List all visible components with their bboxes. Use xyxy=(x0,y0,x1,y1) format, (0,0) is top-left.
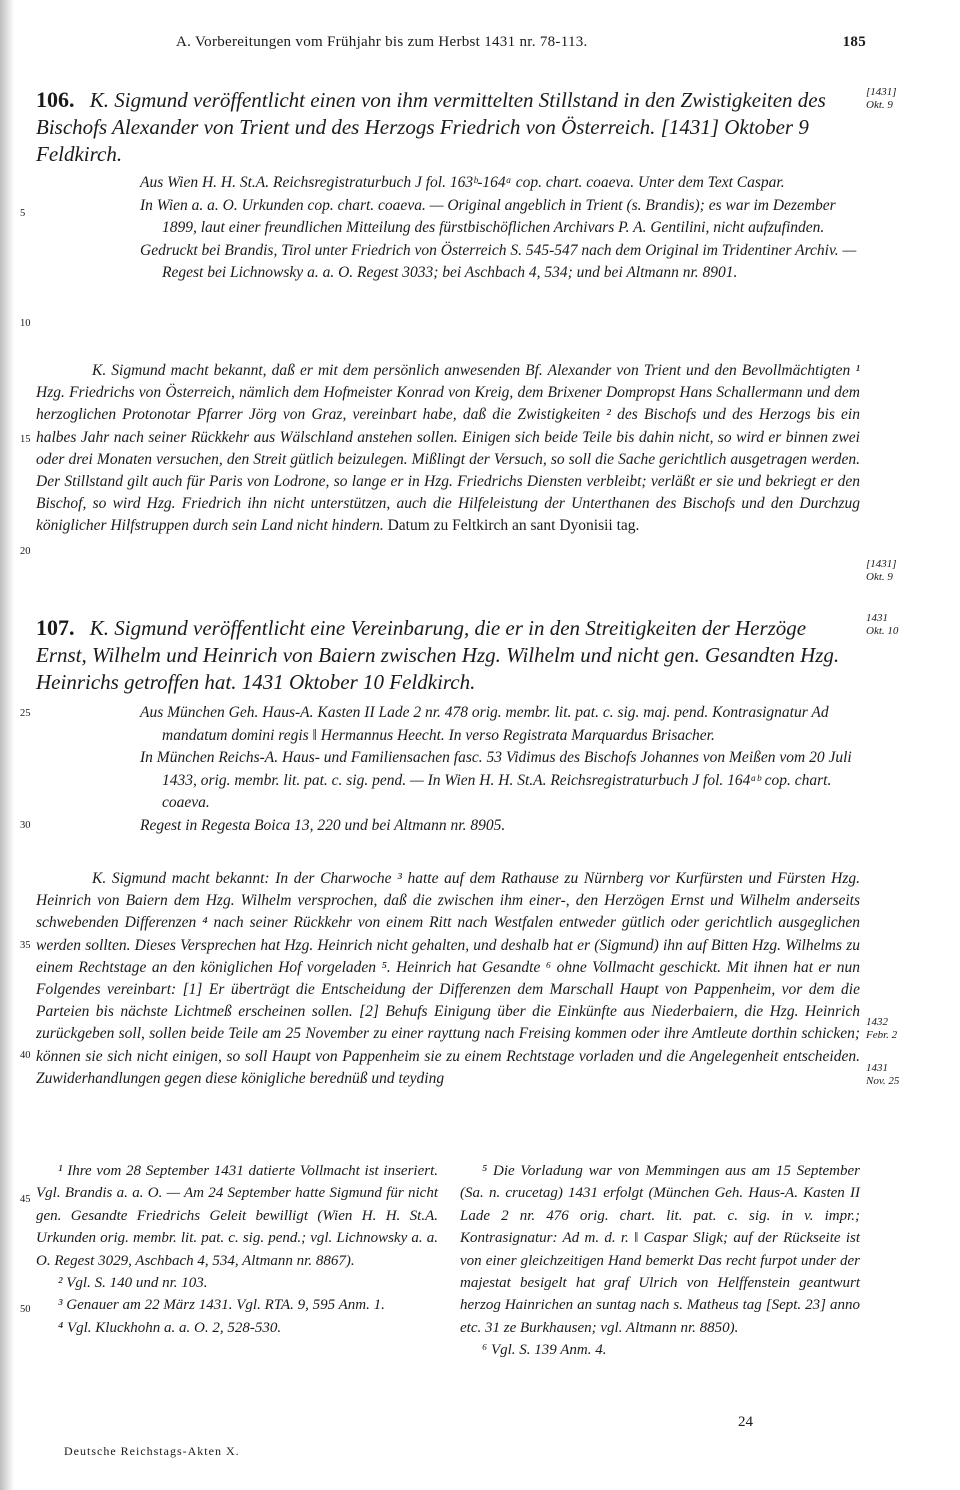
footnotes-left xyxy=(36,1160,438,1339)
footnotes-right xyxy=(460,1160,860,1362)
line-number: 40 xyxy=(20,1050,31,1061)
entry-107-title: K. Sigmund veröffentlicht eine Vereinbarung, die er in den Streitigkeiten der Herzöge Ernst, Wilhelm und Heinrich von Baiern zwischen Hzg. Wilhelm und nicht gen. Gesandten Hzg. Heinrichs getroffen hat. xyxy=(36,616,840,694)
source-line: Regest in Regesta Boica 13, 220 und bei Altmann nr. 8905. xyxy=(140,816,506,834)
entry-107-margin-note: 1431 Nov. 25 xyxy=(866,1062,900,1087)
entry-106-regest: K. Sigmund macht bekannt, daß er mit dem persönlich anwesenden Bf. Alexander von Trient und den Bevollmächtigten ¹ Hzg. Friedrichs von Österreich, nämlich dem Hofmeister Konrad von Kreig, dem Brixener Dompropst Hans Schallermann und dem herzoglichen Protonotar Pfarrer Jörg von Graz, vereinbart habe, daß die Zwistigkeiten ² des Bischofs und des Herzogs bis ein halbes Jahr nach seiner Rückkehr aus Wälschland anstehen sollen. Einigen sich beide Teile bis dahin nicht, so wird er binnen zwei oder drei Monaten versuchen, den Streit gütlich beizulegen. Mißlingt der Versuch, so soll die Sache gerichtlich ausgetragen werden. Der Stillstand gilt auch für Paris von Lodrone, so lange er in Hzg. Friedrichs Diensten verbleibt; verläßt er sie und bekriegt er den Bischof, so wird Hzg. Friedrich ihn nicht unterstützen, auch die Hilfeleistung der Unterthanen des Bischofs und den Durchzug königlicher Hilfstruppen durch sein Land nicht hindern. xyxy=(36,362,860,535)
entry-106-body xyxy=(36,360,860,538)
entry-107-body xyxy=(36,868,860,1090)
footnote: ⁶ Vgl. S. 139 Anm. 4. xyxy=(482,1342,607,1359)
entry-106-date: [1431] Oktober 9 Feldkirch. xyxy=(36,115,809,166)
entry-107-date: 1431 Oktober 10 Feldkirch. xyxy=(241,670,476,694)
entry-107-margin-note: 1432 Febr. 2 xyxy=(866,1016,898,1041)
entry-106-datum: Datum zu Feltkirch an sant Dyonisii tag. xyxy=(387,517,640,535)
line-number: 15 xyxy=(20,434,31,445)
line-number: 20 xyxy=(20,546,31,557)
running-header xyxy=(176,34,866,51)
footnote: ² Vgl. S. 140 und nr. 103. xyxy=(58,1275,208,1292)
line-number: 30 xyxy=(20,820,31,831)
source-line: In München Reichs-A. Haus- und Familiensachen fasc. 53 Vidimus des Bischofs Johannes von Meißen vom 20 Juli 1433, orig. membr. lit. pat. c. sig. pend. — In Wien H. H. St.A. Reichsregistraturbuch J fol. 164ᵃᵇ cop. chart. coaeva. xyxy=(140,749,852,811)
source-line: Aus Wien H. H. St.A. Reichsregistraturbuch J fol. 163ᵇ-164ᵃ cop. chart. coaeva. Unter dem Text Caspar. xyxy=(140,174,785,191)
entry-106-heading xyxy=(36,86,858,168)
entry-106-margin-date: [1431] Okt. 9 xyxy=(866,86,897,111)
footnote: ⁵ Die Vorladung war von Memmingen aus am 15 September (Sa. n. crucetag) 1431 erfolgt (München Geh. Haus-A. Kasten II Lade 2 nr. 476 orig. chart. lit. pat. c. sig. in v. impr.; Kontrasignatur: Ad m. d. r. ‖ Caspar Sligk; auf der Rückseite ist von einer gleichzeitigen Hand bemerkt Das recht furpot under der majestat besigelt hat graf Ulrich von Helffenstein geantwurt herzog Hainrichen an suntag nach s. Matheus tag [Sept. 23] anno etc. 31 ze Burkhausen; vgl. Altmann nr. 8850). xyxy=(460,1163,860,1336)
page-number: 185 xyxy=(842,34,866,50)
line-number: 10 xyxy=(20,318,31,329)
line-number: 45 xyxy=(20,1194,31,1205)
entry-106-title: K. Sigmund veröffentlicht einen von ihm vermittelten Stillstand in den Zwistigkeiten des Bischofs Alexander von Trient und des Herzogs Friedrich von Österreich. xyxy=(36,88,826,139)
entry-107-sources xyxy=(140,702,860,837)
footnote: ³ Genauer am 22 März 1431. Vgl. RTA. 9, 595 Anm. 1. xyxy=(58,1297,385,1314)
entry-106-sources xyxy=(140,172,860,285)
entry-107-number: 107. xyxy=(36,615,75,640)
source-line: Gedruckt bei Brandis, Tirol unter Friedrich von Österreich S. 545-547 nach dem Original im Tridentiner Archiv. — Regest bei Lichnowsky a. a. O. Regest 3033; bei Aschbach 4, 534; und bei Altmann nr. 8901. xyxy=(140,241,857,281)
entry-107-heading xyxy=(36,614,858,696)
source-line: Aus München Geh. Haus-A. Kasten II Lade 2 nr. 478 orig. membr. lit. pat. c. sig. maj. pend. Kontrasignatur Ad mandatum domini regis ‖ Hermannus Heecht. In verso Registrata Marquardus Brisacher. xyxy=(140,704,829,744)
footnote: ¹ Ihre vom 28 September 1431 datierte Vollmacht ist inseriert. Vgl. Brandis a. a. O. — Am 24 September hatte Sigmund für nicht gen. Gesandte Friedrichs Geleit bewilligt (Wien H. H. St.A. Urkunden orig. membr. lit. pat. c. sig. pend.; vgl. Lichnowsky a. a. O. Regest 3029, Aschbach 4, 534, Altmann nr. 8867). xyxy=(36,1163,438,1269)
entry-106-margin-date-end: [1431] Okt. 9 xyxy=(866,558,897,583)
entry-107-regest: K. Sigmund macht bekannt: In der Charwoche ³ hatte auf dem Rathause zu Nürnberg vor Kurfürsten und Fürsten Hzg. Heinrich von Baiern dem Hzg. Wilhelm versprochen, daß die zwischen ihm einer-, den Herzögen Ernst und Wilhelm anderseits schwebenden Differenzen ⁴ nach seiner Rückkehr von einem Ritt nach Westfalen entweder gütlich oder gerichtlich ausgeglichen werden sollten. Dieses Versprechen hat Hzg. Heinrich nicht gehalten, und deshalb hat er (Sigmund) ihn auf Bitten Hzg. Wilhelms zu einem Rechtstage an den königlichen Hof vorgeladen ⁵. Heinrich hat Gesandte ⁶ ohne Vollmacht geschickt. Mit ihnen hat er nun Folgendes vereinbart: [1] Er überträgt die Entscheidung der Differenzen dem Marschall Haupt von Pappenheim, vor dem die Parteien bis nächste Lichtmeß erscheinen sollen. [2] Behufs Einigung über die Einkünfte aus Niederbaiern, die Hzg. Heinrich zurückgeben soll, sollen beide Teile am 25 November zu einer rayttung nach Freising kommen oder ihre Amtleute dorthin schicken; können sie sich nicht einigen, so soll Haupt von Pappenheim sie zu einem Rechtstage vorladen und die Angelegenheit entscheiden. Zuwiderhandlungen gegen diese königliche berednüß und teyding xyxy=(36,870,860,1087)
signature-mark: 24 xyxy=(738,1414,753,1430)
entry-106-number: 106. xyxy=(36,87,75,112)
entry-107-margin-date: 1431 Okt. 10 xyxy=(866,612,899,637)
line-number: 35 xyxy=(20,940,31,951)
line-number: 5 xyxy=(20,208,26,219)
series-footer: Deutsche Reichstags-Akten X. xyxy=(64,1444,240,1458)
running-title: A. Vorbereitungen vom Frühjahr bis zum Herbst 1431 nr. 78-113. xyxy=(176,34,588,50)
line-number: 50 xyxy=(20,1304,31,1315)
line-number: 25 xyxy=(20,708,31,719)
footnote: ⁴ Vgl. Kluckhohn a. a. O. 2, 528-530. xyxy=(58,1319,282,1336)
source-line: In Wien a. a. O. Urkunden cop. chart. coaeva. — Original angeblich in Trient (s. Brandis); es war im Dezember 1899, laut einer freundlichen Mitteilung des fürstbischöflichen Archivars P. A. Gentilini, nicht aufzufinden. xyxy=(140,196,836,236)
